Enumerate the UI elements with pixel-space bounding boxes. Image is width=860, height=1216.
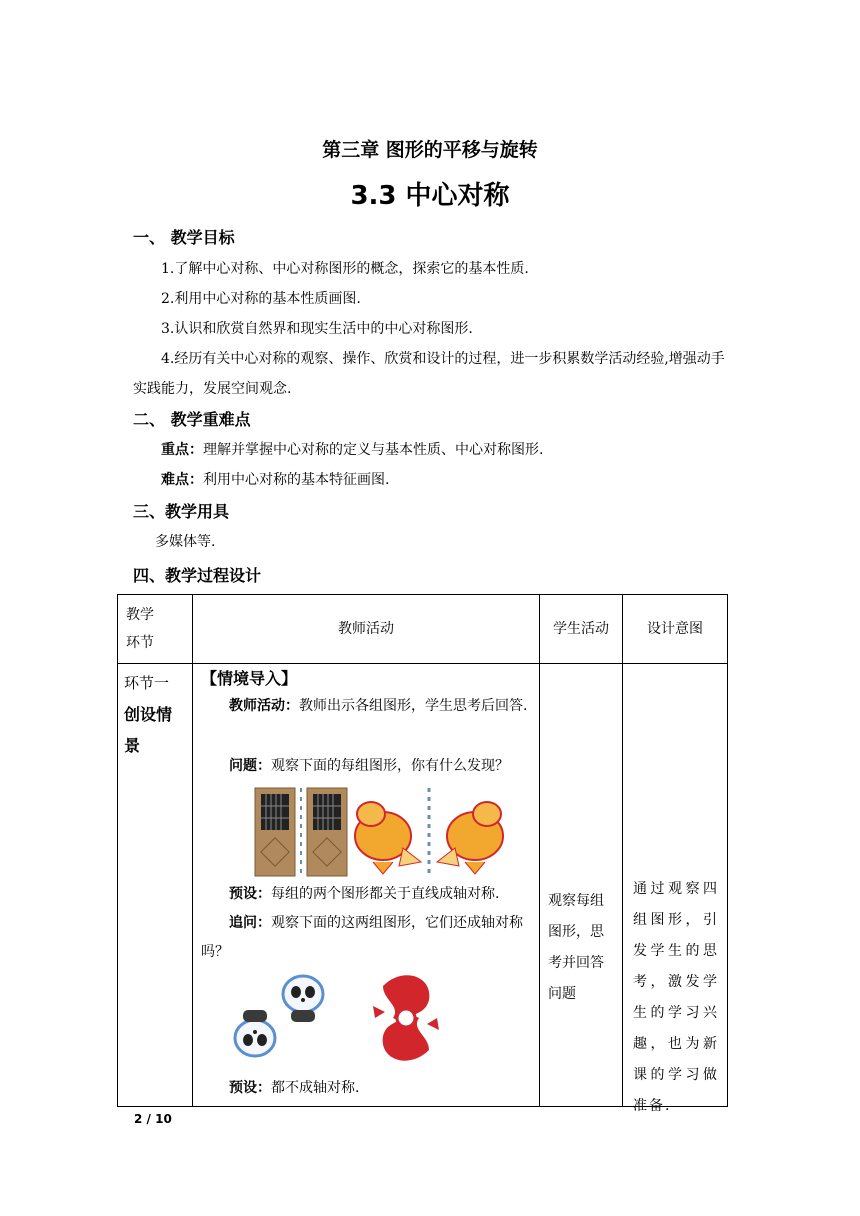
student-activity-text: 观察每组图形，思考并回答问题 (548, 893, 604, 1002)
table-row (118, 664, 728, 1107)
teacher-activity-cell (193, 664, 539, 1106)
chapter-title: 第三章 图形的平移与旋转 (322, 139, 538, 161)
tools-text: 多媒体等. (155, 534, 216, 550)
preset2-label: 预设： (229, 1080, 271, 1096)
teacher-activity-text (201, 692, 535, 721)
door-right-image (307, 788, 347, 876)
header-intent: 设计意图 (647, 621, 703, 637)
key-text: 理解并掌握中心对称的定义与基本性质、中心对称图形. (203, 442, 544, 458)
key-label: 重点： (161, 442, 203, 458)
question-line (229, 752, 509, 781)
difficult-point-line (133, 465, 733, 495)
key-point-line (133, 435, 733, 465)
followup-line (201, 909, 535, 967)
process-heading: 四、教学过程设计 (133, 566, 262, 585)
stage-number: 环节一 (124, 674, 170, 692)
header-student: 学生活动 (553, 621, 609, 637)
difficult-text: 利用中心对称的基本特征画图. (203, 472, 390, 488)
preset1-label: 预设： (229, 886, 271, 902)
header-stage: 教学环节 (126, 607, 154, 651)
process-table (117, 594, 728, 1114)
axial-symmetry-pictures (253, 784, 543, 880)
goals-heading: 一、 教学目标 (133, 228, 235, 247)
situation-intro-title: 【情境导入】 (201, 669, 298, 688)
design-intent-text: 通过观察四组图形，引发学生的思考，激发学生的学习兴趣，也为新课的学习做准备. (633, 881, 719, 1114)
goal-item-2: 2.利用中心对称的基本性质画图. (161, 291, 361, 307)
stage-cell (118, 664, 192, 765)
goal-item-4: 4.经历有关中心对称的观察、操作、欣赏和设计的过程，进一步积累数学活动经验,增强动手实践能力，发展空间观念. (133, 351, 725, 397)
table-header-row (118, 595, 728, 664)
preset2-text: 都不成轴对称. (271, 1080, 360, 1096)
teacher-text: 教师出示各组图形，学生思考后回答. (299, 698, 528, 714)
key-points-heading: 二、 教学重难点 (133, 410, 251, 429)
door-left-image (255, 788, 295, 876)
preset1-line (229, 880, 499, 909)
panda-bottom-image (235, 1010, 275, 1056)
header-teacher: 教师活动 (338, 621, 394, 637)
goal-item-1: 1.了解中心对称、中心对称图形的概念，探索它的基本性质. (161, 261, 529, 277)
tools-heading: 三、教学用具 (133, 502, 230, 521)
paper-cut-image (373, 975, 439, 1060)
lesson-title: 3.3 中心对称 (350, 181, 510, 211)
central-symmetry-pictures (233, 966, 533, 1066)
goal-item-3: 3.认识和欣赏自然界和现实生活中的中心对称图形. (161, 321, 473, 337)
question-text: 观察下面的每组图形，你有什么发现？ (271, 758, 509, 774)
panda-top-image (283, 976, 323, 1022)
difficult-label: 难点： (161, 472, 203, 488)
chick-right-image (437, 802, 503, 874)
followup-text: 观察下面的这两组图形，它们还成轴对称吗？ (201, 915, 523, 960)
question-label: 问题： (229, 758, 271, 774)
chick-left-image (355, 802, 421, 874)
teacher-label: 教师活动： (229, 698, 299, 714)
page-number: 2 / 10 (134, 1112, 172, 1126)
followup-label: 追问： (229, 915, 271, 931)
preset1-text: 每组的两个图形都关于直线成轴对称. (271, 886, 500, 902)
preset2-line (229, 1074, 359, 1103)
stage-name: 创设情景 (124, 705, 173, 755)
